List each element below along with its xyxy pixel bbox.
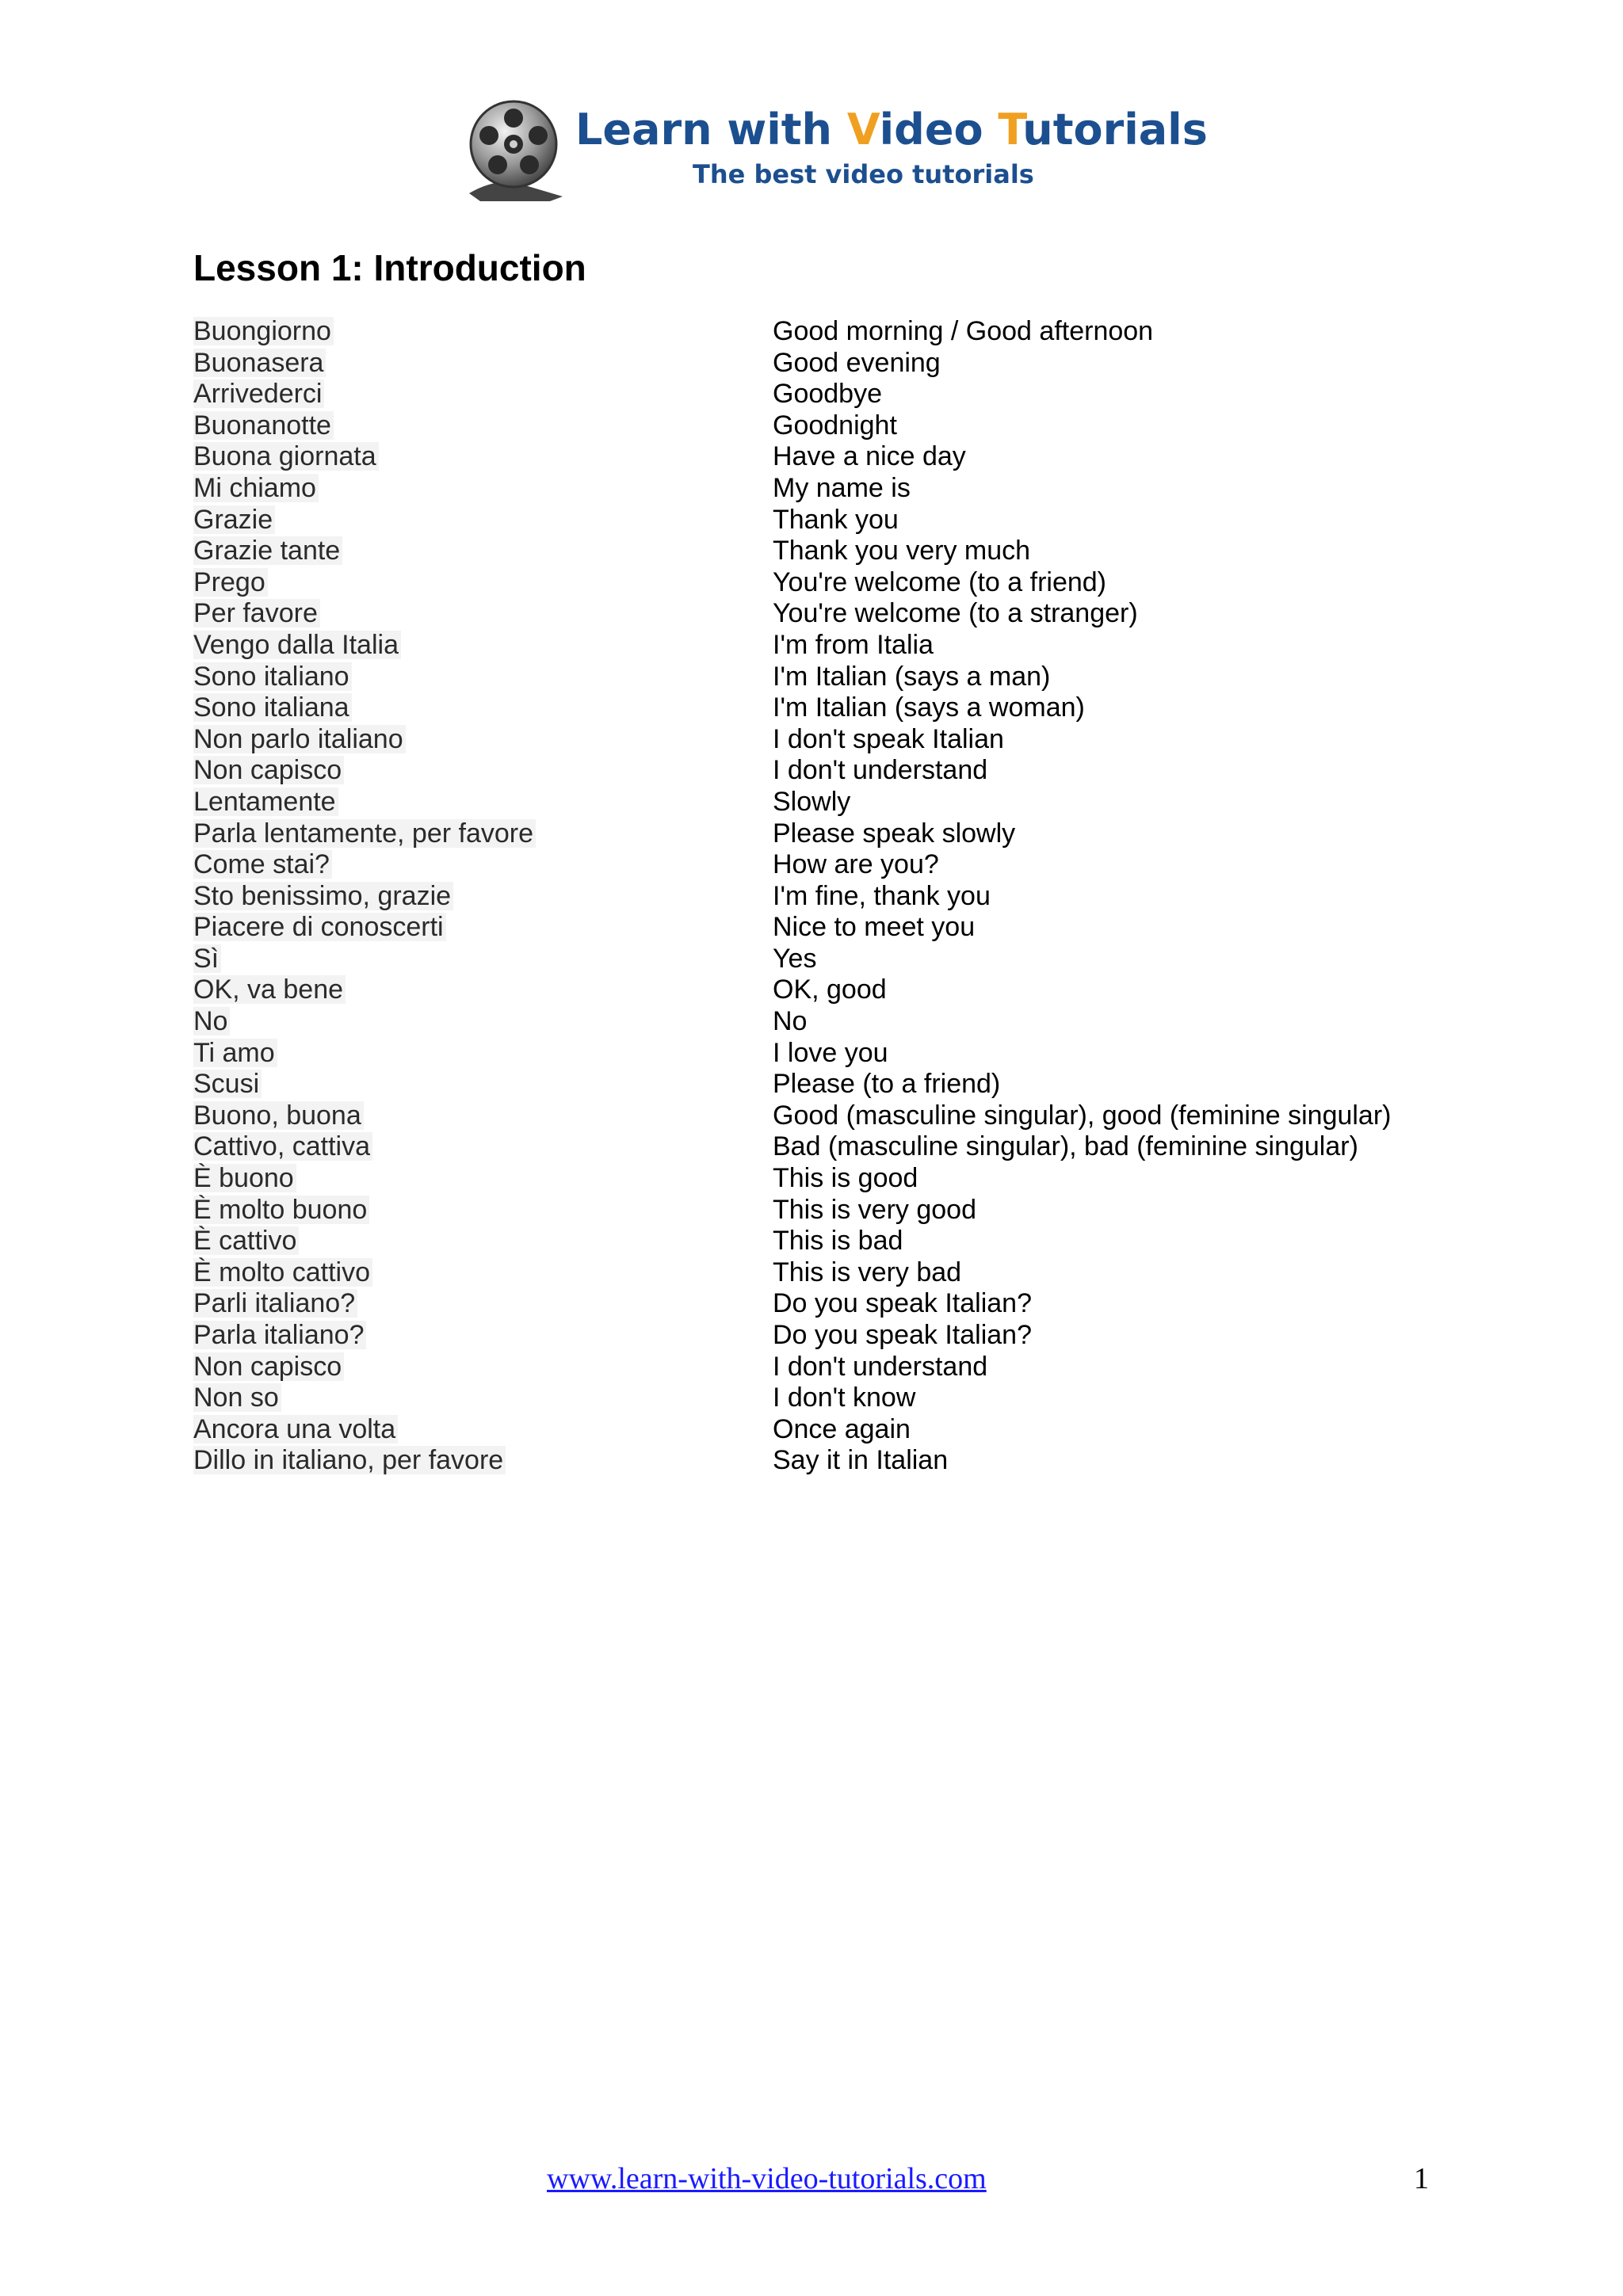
vocab-row (193, 880, 1430, 912)
italian-phrase: Scusi (193, 1070, 262, 1098)
vocab-row (193, 1319, 1430, 1351)
italian-phrase: Non capisco (193, 756, 344, 784)
italian-phrase: Parla lentamente, per favore (193, 819, 536, 848)
italian-phrase: Sì (193, 944, 221, 973)
italian-phrase: Parla italiano? (193, 1321, 366, 1349)
english-translation: Slowly (773, 786, 851, 817)
vocab-row (193, 504, 1430, 536)
vocab-row (193, 723, 1430, 755)
english-translation: Bad (masculine singular), bad (feminine singular) (773, 1131, 1358, 1162)
vocab-row (193, 1444, 1430, 1476)
english-translation: My name is (773, 472, 911, 503)
english-translation: I love you (773, 1037, 888, 1068)
english-translation: I don't speak Italian (773, 723, 1004, 754)
vocab-row (193, 1037, 1430, 1069)
english-translation: Goodnight (773, 410, 897, 441)
vocab-row (193, 1162, 1430, 1194)
vocab-row (193, 597, 1430, 629)
english-translation: I'm Italian (says a man) (773, 661, 1051, 692)
italian-phrase: Buongiorno (193, 317, 334, 345)
site-logo (464, 98, 1208, 209)
italian-phrase: Mi chiamo (193, 474, 319, 502)
vocabulary-list (193, 315, 1430, 1476)
vocab-row (193, 1194, 1430, 1226)
italian-phrase: Buona giornata (193, 442, 379, 471)
vocab-row (193, 1382, 1430, 1413)
vocab-row (193, 535, 1430, 566)
italian-phrase: Buono, buona (193, 1101, 364, 1130)
italian-phrase: OK, va bene (193, 975, 346, 1004)
vocab-row (193, 1287, 1430, 1319)
website-link[interactable]: www.learn-with-video-tutorials.com (547, 2162, 987, 2195)
english-translation: Good (masculine singular), good (feminine singular) (773, 1100, 1392, 1131)
italian-phrase: Non capisco (193, 1352, 344, 1381)
english-translation: Once again (773, 1413, 911, 1444)
english-translation: Do you speak Italian? (773, 1288, 1032, 1319)
vocab-row (193, 441, 1430, 472)
vocab-row (193, 1225, 1430, 1257)
italian-phrase: Arrivederci (193, 379, 324, 408)
italian-phrase: Parli italiano? (193, 1289, 357, 1318)
vocab-row (193, 786, 1430, 818)
english-translation: Have a nice day (773, 441, 966, 472)
english-translation: OK, good (773, 974, 887, 1005)
lesson-title: Lesson 1: Introduction (193, 247, 586, 288)
italian-phrase: Grazie (193, 505, 275, 534)
vocab-row (193, 754, 1430, 786)
english-translation: Please speak slowly (773, 818, 1016, 849)
italian-phrase: Grazie tante (193, 536, 342, 565)
film-reel-icon (464, 98, 567, 201)
english-translation: Do you speak Italian? (773, 1320, 1032, 1350)
logo-title: Learn with Video Tutorials (575, 105, 1208, 154)
page-number: 1 (1414, 2162, 1429, 2195)
english-translation: This is good (773, 1163, 918, 1194)
vocab-row (193, 1100, 1430, 1131)
english-translation: Thank you very much (773, 536, 1031, 566)
italian-phrase: È buono (193, 1164, 296, 1192)
italian-phrase: Per favore (193, 599, 320, 627)
vocab-row (193, 818, 1430, 849)
vocab-row (193, 1413, 1430, 1445)
english-translation: I don't understand (773, 755, 988, 786)
vocab-row (193, 315, 1430, 347)
italian-phrase: No (193, 1007, 230, 1035)
italian-phrase: Lentamente (193, 788, 338, 816)
italian-phrase: Prego (193, 568, 268, 597)
english-translation: This is very bad (773, 1257, 962, 1287)
vocab-row (193, 692, 1430, 723)
english-translation: I don't know (773, 1383, 916, 1413)
vocab-row (193, 661, 1430, 692)
italian-phrase: Sono italiana (193, 693, 352, 722)
english-translation: I'm fine, thank you (773, 880, 991, 911)
vocab-row (193, 1351, 1430, 1383)
vocab-row (193, 911, 1430, 943)
vocab-row (193, 849, 1430, 880)
vocab-row (193, 943, 1430, 974)
english-translation: This is very good (773, 1194, 976, 1225)
english-translation: I'm from Italia (773, 629, 934, 660)
italian-phrase: Piacere di conoscerti (193, 913, 446, 941)
italian-phrase: Non so (193, 1383, 281, 1412)
english-translation: Thank you (773, 504, 899, 535)
italian-phrase: Buonanotte (193, 411, 334, 440)
italian-phrase: È molto buono (193, 1196, 369, 1224)
english-translation: Goodbye (773, 379, 882, 410)
english-translation: I don't understand (773, 1351, 988, 1382)
italian-phrase: Ancora una volta (193, 1415, 398, 1444)
italian-phrase: È cattivo (193, 1226, 299, 1255)
vocab-row (193, 472, 1430, 504)
vocab-row (193, 1131, 1430, 1162)
italian-phrase: Come stai? (193, 850, 332, 879)
vocab-row (193, 974, 1430, 1005)
english-translation: Good morning / Good afternoon (773, 316, 1154, 346)
english-translation: I'm Italian (says a woman) (773, 692, 1085, 723)
italian-phrase: Vengo dalla Italia (193, 631, 401, 659)
italian-phrase: Non parlo italiano (193, 725, 406, 753)
vocab-row (193, 1005, 1430, 1037)
vocab-row (193, 1068, 1430, 1100)
logo-subtitle: The best video tutorials (693, 159, 1034, 189)
english-translation: How are you? (773, 849, 939, 880)
english-translation: You're welcome (to a friend) (773, 566, 1106, 597)
italian-phrase: Ti amo (193, 1039, 277, 1067)
english-translation: Say it in Italian (773, 1445, 949, 1476)
italian-phrase: Dillo in italiano, per favore (193, 1446, 506, 1474)
vocab-row (193, 629, 1430, 661)
english-translation: Nice to meet you (773, 912, 976, 943)
vocab-row (193, 1257, 1430, 1288)
english-translation: This is bad (773, 1226, 903, 1257)
english-translation: Yes (773, 943, 817, 974)
vocab-row (193, 410, 1430, 441)
italian-phrase: Sto benissimo, grazie (193, 882, 453, 910)
italian-phrase: È molto cattivo (193, 1258, 372, 1287)
english-translation: No (773, 1006, 808, 1037)
english-translation: You're welcome (to a stranger) (773, 598, 1138, 629)
italian-phrase: Cattivo, cattiva (193, 1132, 372, 1161)
english-translation: Please (to a friend) (773, 1069, 1001, 1100)
vocab-row (193, 347, 1430, 379)
italian-phrase: Sono italiano (193, 662, 352, 691)
italian-phrase: Buonasera (193, 349, 326, 377)
vocab-row (193, 378, 1430, 410)
vocab-row (193, 566, 1430, 598)
english-translation: Good evening (773, 347, 941, 378)
